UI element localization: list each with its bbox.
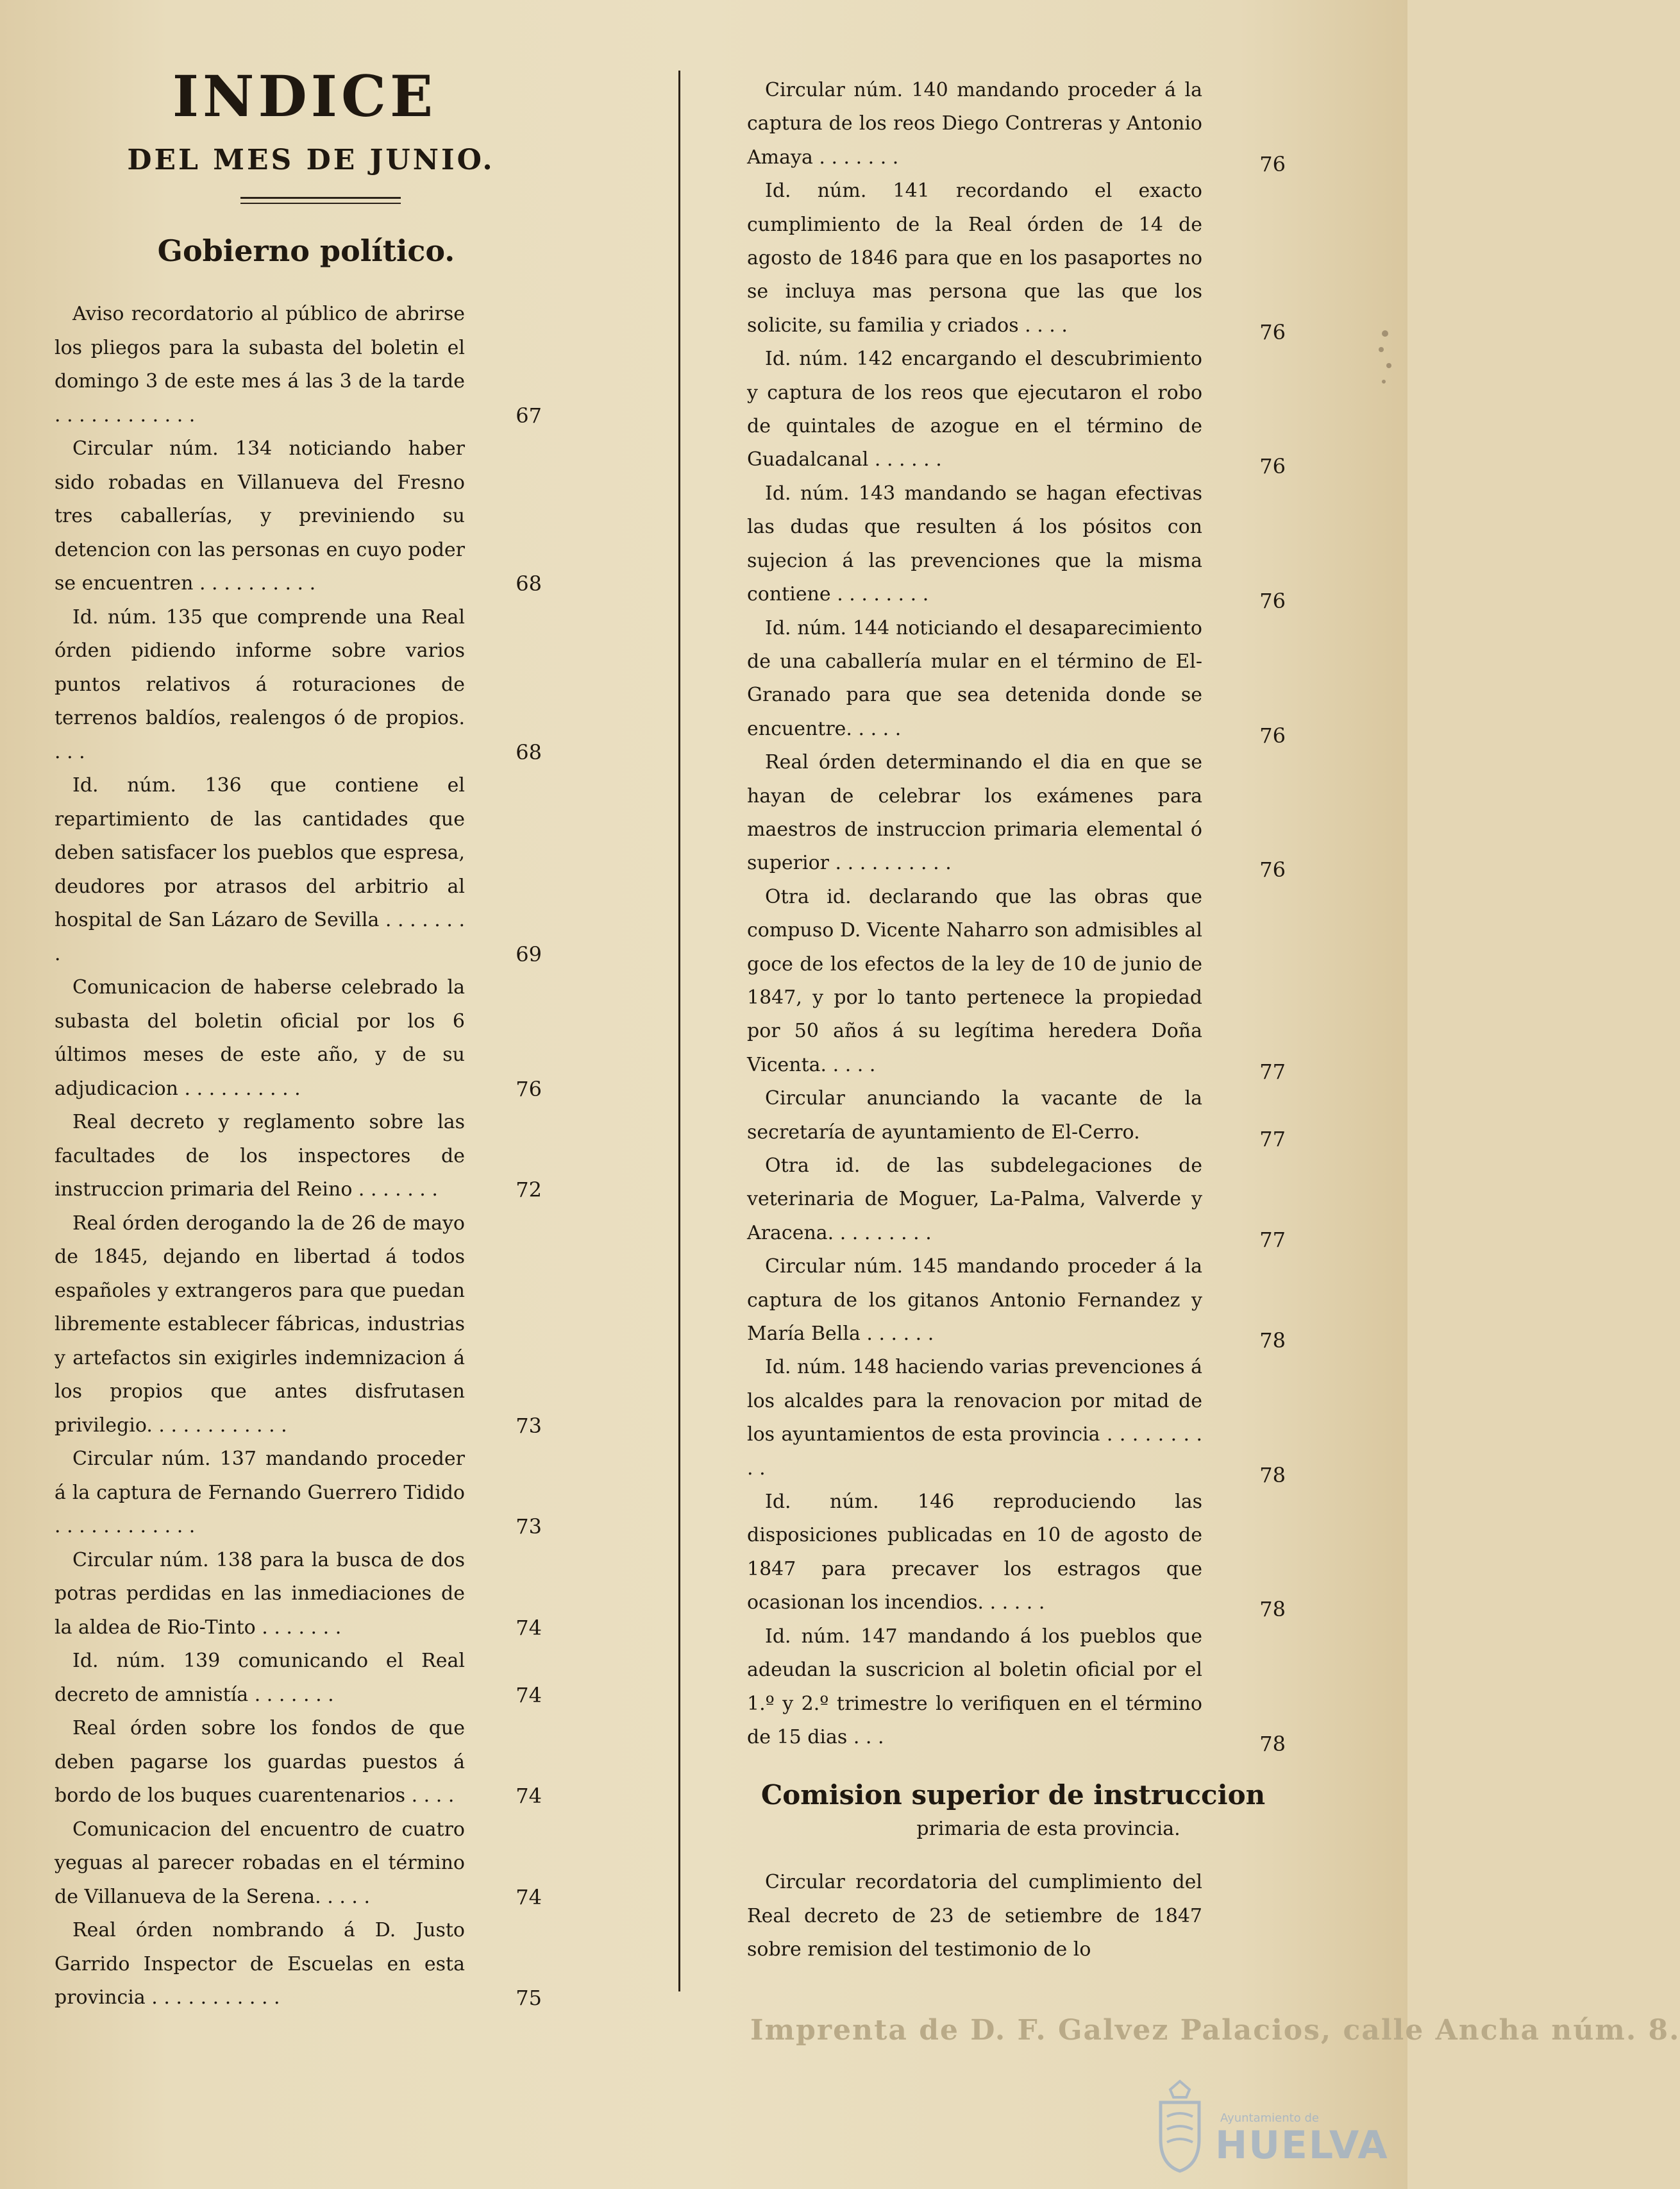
closing-entry bbox=[747, 1866, 1279, 1966]
entry-text: Circular núm. 138 para la busca de dos potras perdidas en las inmediaciones de la aldea de Rio-Tinto . . . . . . . bbox=[55, 1548, 465, 1639]
index-entry bbox=[747, 1149, 1286, 1252]
entry-page-number: 78 bbox=[1259, 1462, 1286, 1487]
index-entry bbox=[55, 601, 542, 770]
index-entry bbox=[55, 1544, 542, 1645]
entry-page-number: 75 bbox=[516, 1986, 542, 2010]
title-rule bbox=[240, 197, 401, 204]
entry-page-number: 69 bbox=[516, 942, 542, 967]
entry-text: Id. núm. 141 recordando el exacto cumplimiento de la Real órden de 14 de agosto de 1846 para que en los pasaportes no se incluya mas persona que las que los solicite, su familia y criados . . . . bbox=[747, 180, 1202, 337]
entry-text: Real órden sobre los fondos de que deben pagarse los guardas puestos á bordo de los buques cuarentenarios . . . . bbox=[55, 1717, 465, 1807]
index-entry bbox=[747, 1082, 1286, 1151]
left-entry-list bbox=[55, 298, 542, 2015]
entry-page-number: 77 bbox=[1259, 1126, 1286, 1151]
index-entry bbox=[747, 342, 1286, 479]
closing-text: Circular recordatoria del cumplimiento del Real decreto de 23 de setiembre de 1847 sobre remision del testimonio de lo bbox=[747, 1871, 1202, 1961]
index-entry bbox=[747, 1485, 1286, 1622]
entry-text: Real órden nombrando á D. Justo Garrido Inspector de Escuelas en esta provincia . . . . . . . . . . . bbox=[55, 1919, 465, 2009]
section-title: Gobierno político. bbox=[157, 233, 455, 268]
entry-page-number: 76 bbox=[1259, 858, 1286, 883]
entry-page-number: 76 bbox=[1259, 454, 1286, 479]
entry-page-number: 76 bbox=[1259, 151, 1286, 176]
index-entry bbox=[55, 1442, 542, 1544]
entry-text: Circular núm. 140 mandando proceder á la captura de los reos Diego Contreras y Antonio Amaya . . . . . . . bbox=[747, 79, 1202, 169]
index-entry bbox=[747, 1250, 1286, 1353]
entry-page-number: 76 bbox=[1259, 723, 1286, 748]
entry-text: Circular anunciando la vacante de la secretaría de ayuntamiento de El-Cerro. bbox=[747, 1087, 1202, 1144]
index-entry bbox=[55, 769, 542, 971]
entry-text: Id. núm. 135 que comprende una Real órden pidiendo informe sobre varios puntos relativos á roturaciones de terrenos baldíos, realengos ó de propios. . . . bbox=[55, 605, 465, 763]
entry-text: Circular núm. 134 noticiando haber sido robadas en Villanueva del Fresno tres caballerías, y previniendo su detencion con las personas en cuyo poder se encuentren . . . . . . . . . . bbox=[55, 437, 465, 595]
entry-text: Id. núm. 146 reproduciendo las disposiciones publicadas en 10 de agosto de 1847 para precaver los estragos que ocasionan los incendios. . . . . . bbox=[747, 1491, 1202, 1614]
entry-text: Comunicacion de haberse celebrado la subasta del boletin oficial por los 6 últimos meses de este año, y de su adjudicacion . . . . . . . . . . bbox=[55, 976, 465, 1100]
right-entry-list bbox=[747, 74, 1286, 1756]
index-entry bbox=[55, 1106, 542, 1207]
index-entry bbox=[55, 1207, 542, 1443]
entry-page-number: 68 bbox=[516, 571, 542, 596]
entry-text: Id. núm. 136 que contiene el repartimiento de las cantidades que deben satisfacer los pueblos que espresa, deudores por atrasos del arbitrio al hospital de San Lázaro de Sevilla . . . . . . . . bbox=[55, 774, 465, 965]
watermark-small-label: Ayuntamiento de bbox=[1220, 2111, 1319, 2125]
index-entry bbox=[747, 174, 1286, 344]
page-stain-icon bbox=[1372, 321, 1398, 398]
entry-page-number: 74 bbox=[516, 1884, 542, 1909]
entry-page-number: 78 bbox=[1259, 1597, 1286, 1622]
index-entry bbox=[55, 1813, 542, 1914]
index-entry bbox=[747, 1351, 1286, 1487]
second-section-subtitle: primaria de esta provincia. bbox=[916, 1818, 1180, 1841]
entry-text: Comunicacion del encuentro de cuatro yeguas al parecer robadas en el término de Villanueva de la Serena. . . . . bbox=[55, 1818, 465, 1908]
entry-text: Id. núm. 148 haciendo varias prevenciones á los alcaldes para la renovacion por mitad de los ayuntamientos de esta provincia . . . . . . . . . . bbox=[747, 1356, 1202, 1480]
second-section-title: Comision superior de instruccion bbox=[760, 1779, 1266, 1811]
entry-page-number: 77 bbox=[1259, 1059, 1286, 1084]
entry-text: Id. núm. 147 mandando á los pueblos que adeudan la suscricion al boletin oficial por el 1.º y 2.º trimestre lo verifiquen en el término de 15 dias . . . bbox=[747, 1625, 1202, 1748]
index-entry bbox=[747, 1620, 1286, 1756]
entry-page-number: 74 bbox=[516, 1784, 542, 1808]
index-subtitle: DEL MES DE JUNIO. bbox=[127, 144, 495, 176]
index-entry bbox=[747, 881, 1286, 1084]
entry-text: Real decreto y reglamento sobre las facultades de los inspectores de instruccion primaria del Reino . . . . . . . bbox=[55, 1111, 465, 1201]
entry-text: Circular núm. 145 mandando proceder á la captura de los gitanos Antonio Fernandez y María Bella . . . . . . bbox=[747, 1255, 1202, 1346]
index-entry bbox=[55, 971, 542, 1106]
entry-page-number: 72 bbox=[516, 1178, 542, 1202]
entry-page-number: 67 bbox=[516, 403, 542, 428]
coat-of-arms-icon bbox=[1151, 2078, 1209, 2174]
left-column bbox=[55, 61, 542, 2015]
index-entry bbox=[55, 1644, 542, 1712]
archive-watermark bbox=[1145, 2078, 1389, 2181]
entry-text: Otra id. declarando que las obras que compuso D. Vicente Naharro son admisibles al goce de los efectos de la ley de 10 de junio de 1847, y por lo tanto pertenece la propiedad por 50 años á su legítima heredera Doña Vicenta. . . . . bbox=[747, 885, 1202, 1076]
entry-page-number: 74 bbox=[516, 1682, 542, 1707]
entry-page-number: 76 bbox=[1259, 589, 1286, 613]
index-entry bbox=[55, 1712, 542, 1813]
index-entry bbox=[55, 432, 542, 601]
entry-page-number: 76 bbox=[1259, 319, 1286, 344]
entry-page-number: 68 bbox=[516, 740, 542, 765]
entry-text: Otra id. de las subdelegaciones de veterinaria de Moguer, La-Palma, Valverde y Aracena. . . . . . . . . bbox=[747, 1154, 1202, 1244]
entry-page-number: 74 bbox=[516, 1615, 542, 1640]
index-entry bbox=[55, 298, 542, 432]
entry-page-number: 73 bbox=[516, 1514, 542, 1539]
printer-footer: Imprenta de D. F. Galvez Palacios, calle Ancha núm. 8. bbox=[750, 2014, 1680, 2047]
index-entry bbox=[55, 1914, 542, 2015]
watermark-big-label: HUELVA bbox=[1215, 2123, 1389, 2168]
entry-text: Real órden determinando el dia en que se hayan de celebrar los exámenes para maestros de instruccion primaria elemental ó superior . . . . . . . . . . bbox=[747, 751, 1202, 875]
index-entry bbox=[747, 477, 1286, 613]
entry-text: Id. núm. 143 mandando se hagan efectivas las dudas que resulten á los pósitos con sujecion á las prevenciones que la misma contiene . . . . . . . . bbox=[747, 482, 1202, 606]
index-title: INDICE bbox=[172, 63, 437, 130]
entry-page-number: 78 bbox=[1259, 1731, 1286, 1756]
entry-text: Real órden derogando la de 26 de mayo de 1845, dejando en libertad á todos españoles y extrangeros para que puedan libremente establecer fábricas, industrias y artefactos sin exigirles indemnizacion á los propios que antes disfrutasen privilegio. . . . . . . . . . . . bbox=[55, 1212, 465, 1437]
right-column bbox=[747, 74, 1286, 1967]
entry-text: Id. núm. 142 encargando el descubrimiento y captura de los reos que ejecutaron el robo de quintales de azogue en el término de Guadalcanal . . . . . . bbox=[747, 348, 1202, 471]
index-entry bbox=[747, 746, 1286, 883]
entry-text: Id. núm. 144 noticiando el desaparecimiento de una caballería mular en el término de El-Granado para que sea detenida donde se encuentre. . . . . bbox=[747, 616, 1202, 740]
entry-page-number: 76 bbox=[516, 1076, 542, 1101]
entry-text: Id. núm. 139 comunicando el Real decreto de amnistía . . . . . . . bbox=[55, 1650, 465, 1706]
entry-text: Circular núm. 137 mandando proceder á la captura de Fernando Guerrero Tidido . . . . . . . . . . . . bbox=[55, 1448, 465, 1537]
index-entry bbox=[747, 612, 1286, 748]
entry-text: Aviso recordatorio al público de abrirse los pliegos para la subasta del boletin el domingo 3 de este mes á las 3 de la tarde . . . . . . . . . . . . bbox=[55, 303, 465, 427]
entry-page-number: 78 bbox=[1259, 1328, 1286, 1353]
entry-page-number: 73 bbox=[516, 1413, 542, 1438]
second-section-header bbox=[747, 1776, 1279, 1844]
entry-page-number: 77 bbox=[1259, 1227, 1286, 1252]
index-entry bbox=[747, 74, 1286, 176]
column-divider bbox=[678, 71, 680, 1991]
